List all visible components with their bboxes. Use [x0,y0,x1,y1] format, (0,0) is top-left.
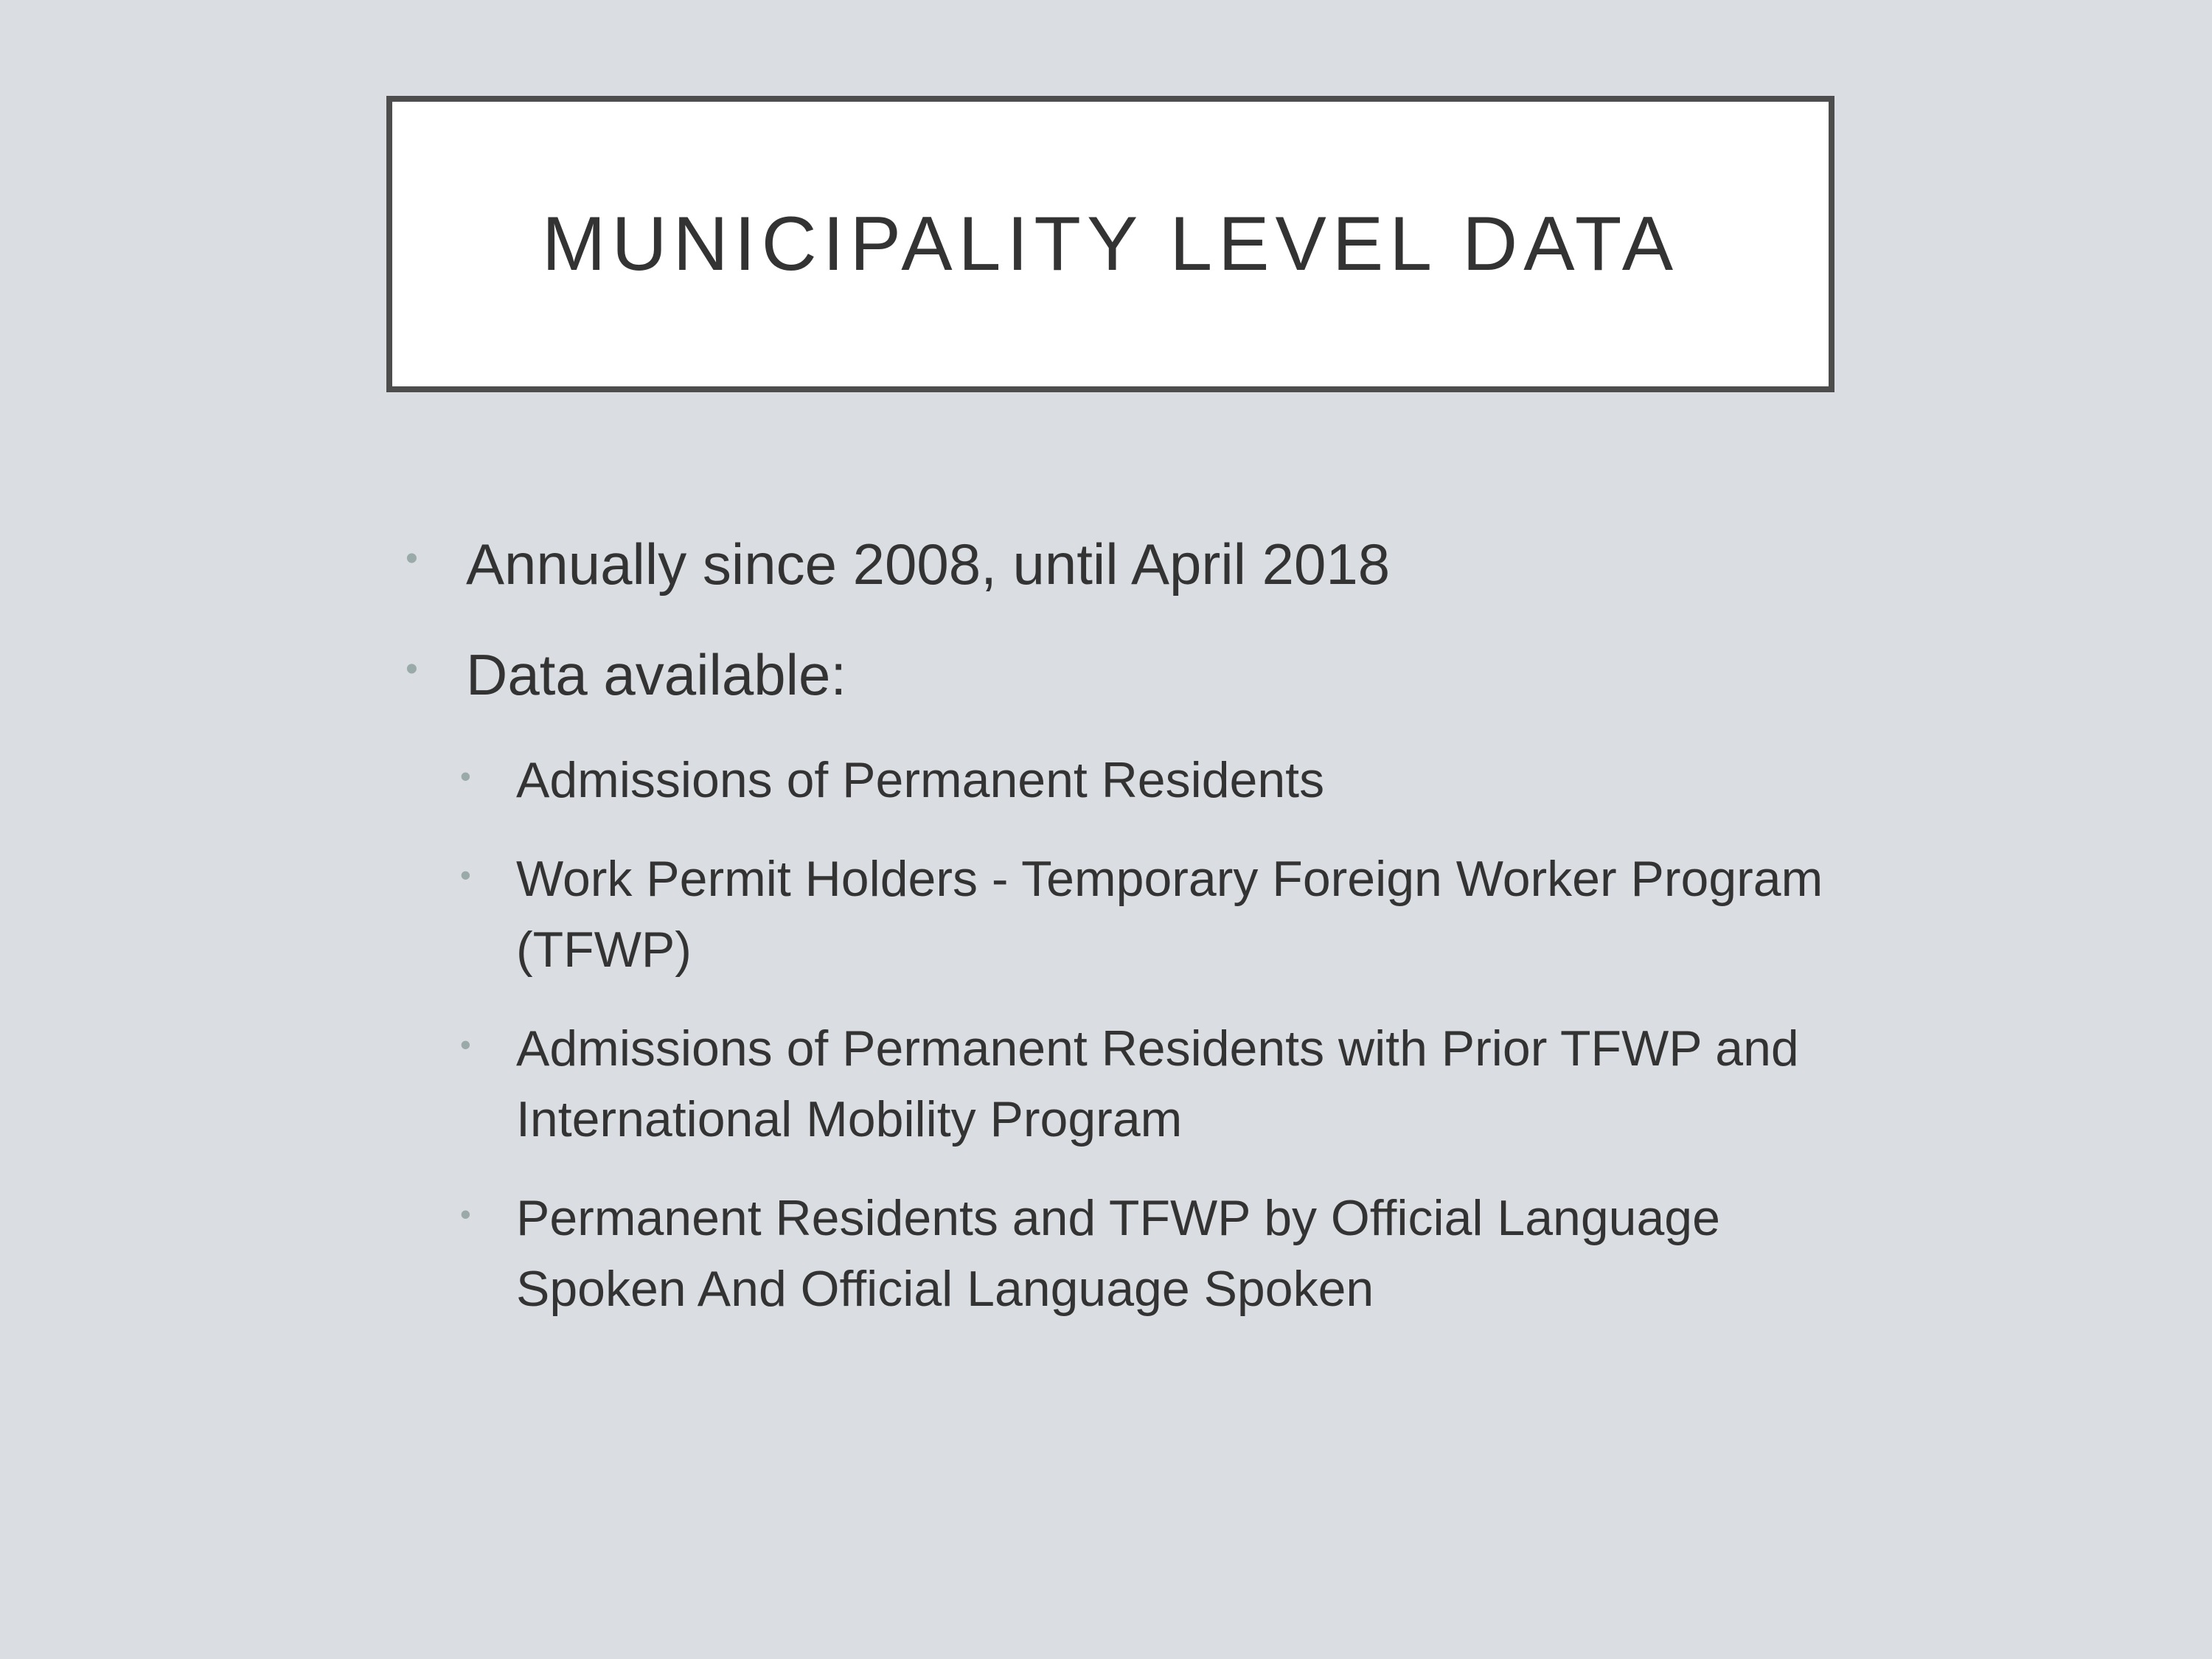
sub-bullet-item [460,844,1851,985]
bullet-dot-icon: • [460,1027,471,1062]
bullet-dot-icon: • [406,539,418,578]
sub-bullet-item [460,1013,1851,1155]
sub-bullet-item [460,745,1851,815]
bullet-text: Data available: [466,642,846,707]
bullet-item [406,634,1851,715]
bullet-dot-icon: • [406,650,418,689]
sub-bullet-item [460,1183,1851,1324]
bullet-dot-icon: • [460,858,471,892]
slide-title: MUNICIPALITY LEVEL DATA [541,201,1680,287]
bullet-text: Annually since 2008, until April 2018 [466,532,1391,597]
bullet-dot-icon: • [460,759,471,793]
sub-bullet-list [460,745,1851,1324]
sub-bullet-text: Work Permit Holders - Temporary Foreign Worker Program (TFWP) [516,851,1823,978]
sub-bullet-text: Permanent Residents and TFWP by Official Language Spoken And Official Language Spoken [516,1190,1720,1317]
sub-bullet-text: Admissions of Permanent Residents [516,752,1325,808]
slide-content [406,524,1851,1352]
bullet-dot-icon: • [460,1197,471,1231]
title-box [386,96,1834,392]
bullet-item [406,524,1851,605]
sub-bullet-text: Admissions of Permanent Residents with Prior TFWP and International Mobility Program [516,1020,1799,1147]
